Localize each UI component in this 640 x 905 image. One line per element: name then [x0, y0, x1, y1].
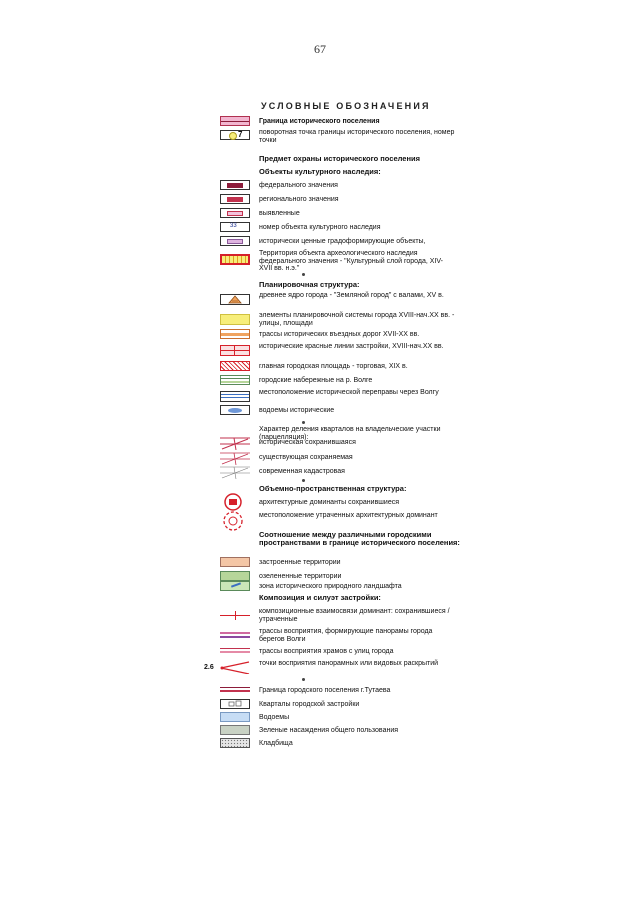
- legend-row-landscape: [0, 580, 640, 594]
- federal-label: федерального значения: [259, 182, 338, 189]
- legend-row-valuable: [0, 235, 640, 249]
- square-symbol: [220, 361, 250, 371]
- dominant-icon: [222, 493, 244, 511]
- legend-row-boundary: [0, 115, 640, 129]
- relation-heading: Соотношение между различными городскими пространствами в границе исторического поселения:: [259, 530, 460, 547]
- point-marker-icon: [229, 132, 237, 140]
- blocks-symbol: [220, 699, 250, 709]
- legend-row-identified: [0, 207, 640, 221]
- legend-row-elements: [0, 311, 640, 327]
- legend-row-red-lines: [0, 342, 640, 358]
- identified-label: выявленные: [259, 210, 300, 217]
- parcel-icon: [220, 452, 250, 465]
- links-label: композиционные взаимосвязи доминант: сохранившиеся / утраченные: [259, 608, 450, 623]
- square-label: главная городская площадь - торговая, XIX в.: [259, 363, 408, 370]
- cemeteries-symbol: [220, 738, 250, 748]
- city-boundary-symbol: [220, 685, 250, 695]
- identified-symbol: [220, 208, 250, 218]
- legend-row-temples: [0, 645, 640, 659]
- legend-row-number: [0, 221, 640, 235]
- water-symbol: [220, 712, 250, 722]
- elements-label: элементы планировочной системы города XVIII-нач.XX вв. - улицы, площади: [259, 312, 455, 327]
- public-green-symbol: [220, 725, 250, 735]
- separator-dot: [302, 421, 305, 424]
- valuable-label: исторически ценные градоформирующие объекты,: [259, 238, 426, 245]
- temples-symbol: [220, 646, 250, 656]
- water-label: Водоемы: [259, 714, 290, 721]
- div-existing-symbol: [220, 452, 250, 465]
- public-green-label: Зеленые насаждения общего пользования: [259, 727, 399, 734]
- legend-row-archaeo: [0, 250, 640, 274]
- core-symbol: [220, 294, 250, 305]
- composition-heading: Композиция и силуэт застройки:: [259, 593, 381, 602]
- city-boundary-label: Граница городского поселения г.Тутаева: [259, 687, 391, 694]
- legend-row-blocks: [0, 698, 640, 712]
- dominants-label: архитектурные доминанты сохранившиеся: [259, 499, 400, 506]
- separator-dot: [302, 479, 305, 482]
- legend-row-city-boundary: [0, 684, 640, 698]
- legend-row-div-modern: [0, 465, 640, 479]
- number-symbol: [220, 222, 250, 232]
- core-icon: [221, 295, 249, 304]
- elements-symbol: [220, 314, 250, 325]
- legend-row-water: [0, 711, 640, 725]
- turning-point-label: поворотная точка границы исторического поселения, номер точки: [259, 129, 455, 144]
- crossing-symbol: [220, 391, 250, 402]
- legend-row-core: [0, 291, 640, 307]
- legend-row-embankments: [0, 374, 640, 388]
- embankments-symbol: [220, 375, 250, 385]
- waters-label: водоемы исторические: [259, 407, 335, 414]
- cemeteries-label: Кладбища: [259, 740, 293, 747]
- legend-row-square: [0, 360, 640, 374]
- planning-heading: Планировочная структура:: [259, 280, 360, 289]
- federal-symbol: [220, 180, 250, 190]
- red-lines-label: исторические красные линии застройки, XVIII-нач.XX вв.: [259, 343, 444, 350]
- boundary-symbol: [220, 116, 250, 126]
- div-existing-label: существующая сохраняемая: [259, 454, 353, 461]
- viewpoint-number: 2.6: [204, 664, 214, 671]
- legend-row-dominants: [0, 493, 640, 511]
- legend-row-turning-point: [0, 129, 640, 143]
- legend-row-cemeteries: [0, 737, 640, 751]
- legend-title: УСЛОВНЫЕ ОБОЗНАЧЕНИЯ: [261, 101, 431, 111]
- viewpoints-label: точки восприятия панорамных или видовых раскрытий: [259, 660, 439, 667]
- links-symbol: [220, 611, 250, 621]
- crossing-label: местоположение исторической переправы через Волгу: [259, 389, 439, 396]
- routes-symbol: [220, 329, 250, 339]
- landscape-label: зона исторического природного ландшафта: [259, 583, 402, 590]
- panorama-label: трассы восприятия, формирующие панорамы города берегов Волги: [259, 628, 433, 643]
- legend-row-waters: [0, 404, 640, 418]
- regional-symbol: [220, 194, 250, 204]
- lost-dominant-icon: [222, 511, 244, 531]
- embankments-label: городские набережные на р. Волге: [259, 377, 373, 384]
- turning-point-number: 7: [238, 130, 243, 139]
- legend-row-routes: [0, 328, 640, 342]
- div-preserved-symbol: [220, 437, 250, 450]
- archaeo-label: Территория объекта археологического наследия федерального значения - "Культурный слой города, XIV-XVII вв. н.э.": [259, 250, 444, 272]
- legend-row-federal: [0, 179, 640, 193]
- number-value: 33: [230, 223, 237, 229]
- red-lines-symbol: [220, 345, 250, 356]
- separator-dot: [302, 678, 305, 681]
- div-modern-label: современная кадастровая: [259, 468, 345, 475]
- landscape-symbol: [220, 581, 250, 591]
- archaeo-symbol: [220, 254, 250, 265]
- page-number: 67: [314, 42, 326, 56]
- div-modern-symbol: [220, 466, 250, 479]
- subject-heading: Предмет охраны исторического поселения: [259, 154, 420, 163]
- waters-symbol: [220, 405, 250, 415]
- legend-row-crossing: [0, 388, 640, 404]
- legend-row-viewpoints: [0, 659, 640, 675]
- legend-row-regional: [0, 193, 640, 207]
- built-symbol: [220, 557, 250, 567]
- number-label: номер объекта культурного наследия: [259, 224, 381, 231]
- division-heading: Характер деления кварталов на владельческие участки (парцелляция):: [259, 426, 441, 441]
- legend-row-div-preserved: [0, 436, 640, 450]
- viewpoint-icon: [220, 661, 250, 674]
- spatial-heading: Объемно-пространственная структура:: [259, 484, 407, 493]
- legend-row-panorama: [0, 627, 640, 643]
- legend-row-lost-dominants: [0, 511, 640, 531]
- separator-dot: [302, 273, 305, 276]
- blocks-label: Кварталы городской застройки: [259, 701, 360, 708]
- turning-point-symbol: [220, 130, 250, 140]
- regional-label: регионального значения: [259, 196, 339, 203]
- panorama-symbol: [220, 630, 250, 641]
- block-icon: [221, 700, 249, 708]
- legend-row-links: [0, 606, 640, 622]
- parcel-icon: [220, 466, 250, 479]
- parcel-icon: [220, 437, 250, 450]
- lost-dominants-label: местоположение утраченных архитектурных доминант: [259, 512, 438, 519]
- routes-label: трассы исторических въездных дорог XVII-XX вв.: [259, 331, 420, 338]
- built-label: застроенные территории: [259, 559, 341, 566]
- legend-row-public-green: [0, 724, 640, 738]
- core-label: древнее ядро города - "Земляной город" с валами, XV в.: [259, 292, 444, 299]
- temples-label: трассы восприятия храмов с улиц города: [259, 648, 394, 655]
- valuable-symbol: [220, 236, 250, 246]
- boundary-label: Граница исторического поселения: [259, 118, 380, 125]
- legend-row-built: [0, 556, 640, 570]
- green-label: озелененные территории: [259, 573, 342, 580]
- heritage-heading: Объекты культурного наследия:: [259, 167, 381, 176]
- legend-row-div-existing: [0, 451, 640, 465]
- div-preserved-label: историческая сохранившаяся: [259, 439, 356, 446]
